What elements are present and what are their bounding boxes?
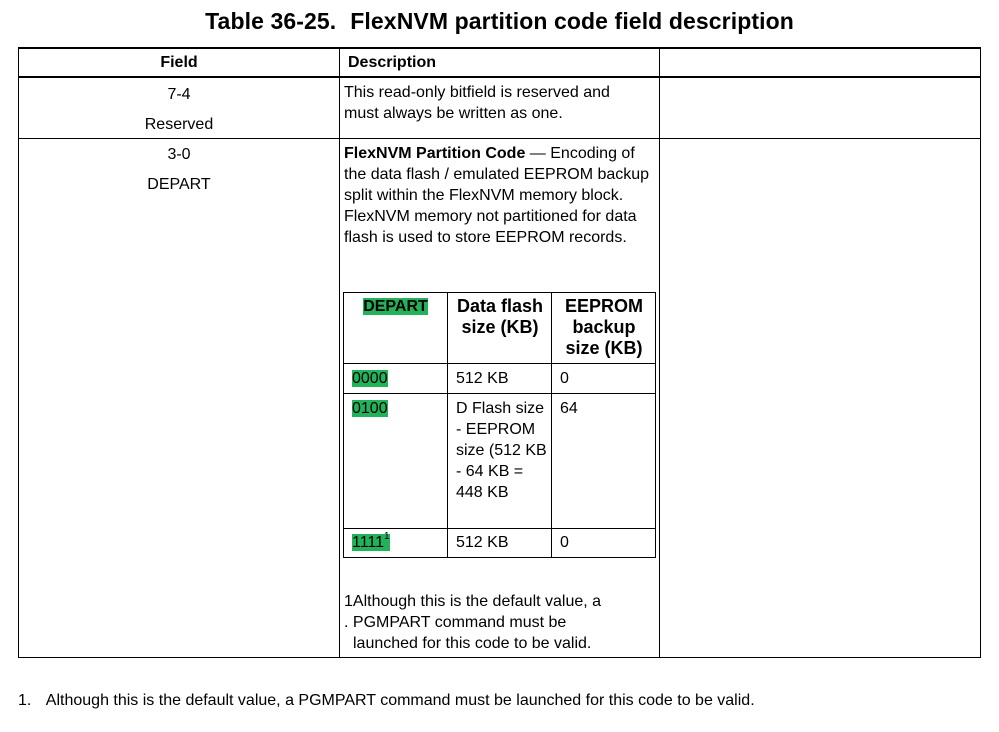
table-number: Table 36-25.: [205, 8, 337, 34]
row1-description: This read-only bitfield is reserved and must always be written as one.: [344, 84, 610, 122]
inner-row2-flash: D Flash size - EEPROM size (512 KB - 64 KB = 448 KB: [456, 400, 547, 501]
footnote-ref[interactable]: 1: [384, 530, 390, 542]
inner-row3-flash: 512 KB: [456, 534, 509, 551]
header-description: Description: [348, 54, 437, 71]
row1-bits: 7-4: [167, 86, 191, 103]
left-border: [18, 47, 19, 658]
inner-col1-divider: [447, 292, 448, 558]
inner-row3-code: 1111$^1$: [352, 530, 390, 551]
row2-bits: 3-0: [167, 146, 191, 163]
table-title: [0, 8, 999, 35]
inner-bottom-border: [343, 557, 656, 558]
row2-name: DEPART: [147, 176, 211, 193]
cell-footnote-line3: launched for this code to be valid.: [353, 635, 592, 652]
table-caption: FlexNVM partition code field description: [350, 8, 794, 34]
inner-header-eeprom: EEPROM backup size (KB): [564, 296, 643, 358]
inner-row2-eeprom: 64: [560, 400, 578, 417]
row2-description-bold: FlexNVM Partition Code: [344, 145, 526, 162]
inner-header-flash: Data flash size (KB): [456, 296, 544, 337]
row2-description: [344, 143, 656, 248]
header-field: Field: [160, 54, 198, 71]
row1-name: Reserved: [144, 116, 214, 133]
table-bottom-border: [18, 657, 981, 658]
page-footnote-number: 1.: [18, 692, 32, 709]
inner-row3-eeprom: 0: [560, 534, 569, 551]
page-footnote: [18, 690, 978, 711]
inner-top-border: [343, 292, 656, 293]
inner-left-border: [343, 292, 344, 558]
inner-row2-bottom: [343, 528, 656, 529]
inner-header-bottom: [343, 363, 656, 364]
inner-header-depart: DEPART: [363, 298, 428, 315]
table-top-border: [18, 47, 981, 49]
right-border: [980, 47, 981, 658]
page-footnote-text: Although this is the default value, a PGMPART command must be launched for this code to be valid.: [45, 692, 755, 709]
inner-right-border: [655, 292, 656, 558]
inner-row2-code: 0100: [352, 400, 388, 417]
inner-col2-divider: [551, 292, 552, 558]
inner-row1-eeprom: 0: [560, 370, 569, 387]
cell-footnote-line2: . PGMPART command must be: [344, 614, 567, 631]
col1-divider: [339, 47, 340, 658]
col2-divider: [659, 47, 660, 658]
row1-bottom-border: [18, 138, 981, 139]
inner-row1-flash: 512 KB: [456, 370, 509, 387]
inner-row1-bottom: [343, 393, 656, 394]
inner-row1-code: 0000: [352, 370, 388, 387]
header-bottom-border: [18, 76, 981, 78]
row2-description-rest: — Encoding of the data flash / emulated EEPROM backup split within the FlexNVM memory block. FlexNVM memory not partitioned for data flash is used to store EEPROM records.: [344, 145, 650, 246]
cell-footnote-line1: 1Although this is the default value, a: [344, 593, 602, 610]
